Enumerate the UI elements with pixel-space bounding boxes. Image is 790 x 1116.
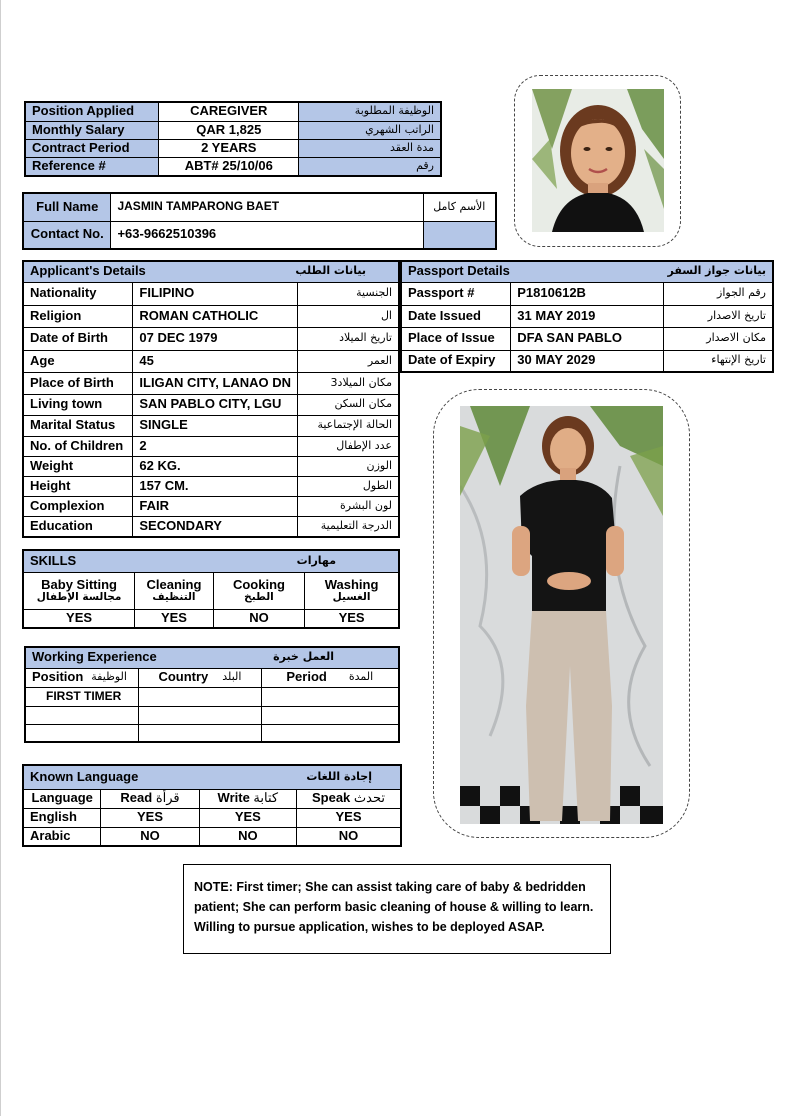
passport-details-title: Passport Details — [408, 263, 510, 279]
passport-row-label: Date Issued — [401, 305, 511, 327]
position-applied-value: CAREGIVER — [159, 102, 299, 121]
experience-period — [261, 687, 399, 706]
applicant-row-value: SAN PABLO CITY, LGU — [133, 394, 298, 415]
passport-row-arabic: تاريخ الإنتهاء — [664, 350, 773, 372]
applicant-row-arabic: عدد الإطفال — [298, 436, 399, 456]
skills-table — [22, 549, 400, 629]
skill-label-arabic: الغسيل — [332, 590, 371, 603]
passport-row-label: Passport # — [401, 282, 511, 305]
passport-row-value: 31 MAY 2019 — [511, 305, 664, 327]
note-box — [183, 864, 611, 954]
language-speak: YES — [296, 808, 401, 827]
reference-value: ABT# 25/10/06 — [159, 157, 299, 176]
passport-row-label: Date of Expiry — [401, 350, 511, 372]
known-language-title: Known Language — [30, 768, 139, 784]
monthly-salary-arabic: الراتب الشهري — [299, 121, 441, 139]
position-applied-arabic: الوظيفة المطلوبة — [299, 102, 441, 121]
full-name-value: JASMIN TAMPARONG BAET — [111, 193, 423, 221]
applicant-row-arabic: الحالة الإجتماعية — [298, 415, 399, 436]
experience-position — [25, 724, 139, 742]
reference-arabic: رقم — [299, 157, 441, 176]
skill-value: YES — [23, 609, 135, 628]
applicant-row-label: Education — [23, 516, 133, 537]
applicant-row-value: SINGLE — [133, 415, 298, 436]
col-write-label: Write — [217, 790, 250, 806]
skill-label: Cooking — [232, 576, 285, 592]
passport-row-arabic: مكان الاصدار — [664, 327, 773, 350]
skill-value: YES — [305, 609, 399, 628]
known-language-title-arabic: إجادة اللغات — [306, 769, 372, 783]
working-experience-title-arabic: العمل خبرة — [273, 650, 334, 664]
position-applied-label: Position Applied — [25, 102, 159, 121]
experience-period — [261, 706, 399, 724]
applicant-row-value: 62 KG. — [133, 456, 298, 476]
passport-row-value: 30 MAY 2029 — [511, 350, 664, 372]
col-read-label: Read — [120, 790, 153, 806]
applicant-details-title-arabic: بيانات الطلب — [295, 264, 366, 278]
working-experience-title: Working Experience — [32, 649, 157, 665]
col-period-arabic: المدة — [348, 670, 374, 684]
language-read: NO — [101, 827, 199, 846]
position-table — [24, 101, 442, 177]
applicant-details-table — [22, 260, 400, 538]
applicant-row-value: 07 DEC 1979 — [133, 327, 298, 350]
applicant-row-label: Living town — [23, 394, 133, 415]
contract-period-label: Contract Period — [25, 139, 159, 157]
monthly-salary-value: QAR 1,825 — [159, 121, 299, 139]
experience-country — [139, 687, 261, 706]
skill-label: Washing — [324, 576, 379, 592]
contract-period-arabic: مدة العقد — [299, 139, 441, 157]
full-name-arabic: الأسم كامل — [423, 193, 496, 221]
passport-row-value: DFA SAN PABLO — [511, 327, 664, 350]
language-speak: NO — [296, 827, 401, 846]
applicant-row-value: FILIPINO — [133, 282, 298, 305]
applicant-row-label: Complexion — [23, 496, 133, 516]
col-language-label: Language — [23, 789, 101, 808]
experience-country — [139, 724, 261, 742]
applicant-row-label: Marital Status — [23, 415, 133, 436]
skill-label: Cleaning — [146, 576, 202, 592]
passport-details-table — [400, 260, 774, 373]
applicant-row-label: Height — [23, 476, 133, 496]
passport-row-arabic: تاريخ الاصدار — [664, 305, 773, 327]
applicant-row-value: ROMAN CATHOLIC — [133, 305, 298, 327]
applicant-row-value: SECONDARY — [133, 516, 298, 537]
skills-title: SKILLS — [30, 552, 77, 568]
passport-row-label: Place of Issue — [401, 327, 511, 350]
passport-row-arabic: رقم الجواز — [664, 282, 773, 305]
reference-label: Reference # — [25, 157, 159, 176]
page-edge — [0, 0, 1, 1116]
applicant-row-arabic: العمر — [298, 350, 399, 372]
applicant-row-arabic: الوزن — [298, 456, 399, 476]
full-body-photo — [460, 406, 663, 824]
monthly-salary-label: Monthly Salary — [25, 121, 159, 139]
skill-value: NO — [213, 609, 304, 628]
language-write: YES — [199, 808, 296, 827]
experience-position: FIRST TIMER — [25, 687, 139, 706]
experience-period — [261, 724, 399, 742]
passport-details-title-arabic: بيانات جواز السفر — [667, 264, 766, 278]
applicant-row-arabic: الطول — [298, 476, 399, 496]
contact-label: Contact No. — [23, 221, 111, 249]
applicant-row-label: Place of Birth — [23, 372, 133, 394]
identity-table — [22, 192, 497, 250]
contract-period-value: 2 YEARS — [159, 139, 299, 157]
language-name: Arabic — [23, 827, 101, 846]
skill-label-arabic: مجالسة الإطفال — [36, 590, 122, 603]
applicant-row-label: No. of Children — [23, 436, 133, 456]
skill-label-arabic: الطبخ — [244, 590, 274, 603]
applicant-row-label: Religion — [23, 305, 133, 327]
contact-value: +63-9662510396 — [111, 221, 423, 249]
passport-row-value: P1810612B — [511, 282, 664, 305]
applicant-row-arabic: مكان الميلاد3 — [298, 372, 399, 394]
applicant-row-arabic: مكان السكن — [298, 394, 399, 415]
applicant-row-label: Date of Birth — [23, 327, 133, 350]
known-language-table — [22, 764, 402, 847]
working-experience-table — [24, 646, 400, 743]
col-period-label: Period — [286, 669, 327, 685]
applicant-row-value: FAIR — [133, 496, 298, 516]
skill-label-arabic: التنظيف — [152, 590, 196, 603]
applicant-row-value: ILIGAN CITY, LANAO DN — [133, 372, 298, 394]
experience-country — [139, 706, 261, 724]
applicant-row-arabic: ال — [298, 305, 399, 327]
language-name: English — [23, 808, 101, 827]
contact-empty-cell — [423, 221, 496, 249]
col-country-label: Country — [158, 669, 209, 685]
experience-position — [25, 706, 139, 724]
applicant-row-label: Nationality — [23, 282, 133, 305]
col-position-label: Position — [32, 669, 84, 685]
applicant-details-title: Applicant's Details — [30, 263, 146, 279]
applicant-row-arabic: لون البشرة — [298, 496, 399, 516]
language-read: YES — [101, 808, 199, 827]
applicant-row-value: 2 — [133, 436, 298, 456]
applicant-row-value: 45 — [133, 350, 298, 372]
col-position-arabic: الوظيفة — [91, 670, 127, 684]
skill-label: Baby Sitting — [41, 576, 117, 592]
col-speak-arabic: تحدث — [353, 790, 385, 806]
portrait-photo — [532, 89, 664, 232]
skills-title-arabic: مهارات — [296, 553, 336, 567]
col-country-arabic: البلد — [222, 670, 242, 684]
applicant-row-arabic: الجنسية — [298, 282, 399, 305]
note-text: NOTE: First timer; She can assist taking care of baby & bedridden patient; She can perform basic cleaning of house & willing to learn. Willing to pursue application, wishes to be deployed ASAP. — [194, 880, 594, 934]
applicant-row-label: Weight — [23, 456, 133, 476]
applicant-row-label: Age — [23, 350, 133, 372]
applicant-row-arabic: الدرجة التعليمية — [298, 516, 399, 537]
skill-value: YES — [135, 609, 214, 628]
col-read-arabic: قرأة — [155, 790, 180, 806]
full-name-label: Full Name — [23, 193, 111, 221]
col-write-arabic: كتابة — [253, 790, 279, 806]
applicant-row-arabic: تاريخ الميلاد — [298, 327, 399, 350]
language-write: NO — [199, 827, 296, 846]
col-speak-label: Speak — [311, 790, 351, 806]
applicant-row-value: 157 CM. — [133, 476, 298, 496]
